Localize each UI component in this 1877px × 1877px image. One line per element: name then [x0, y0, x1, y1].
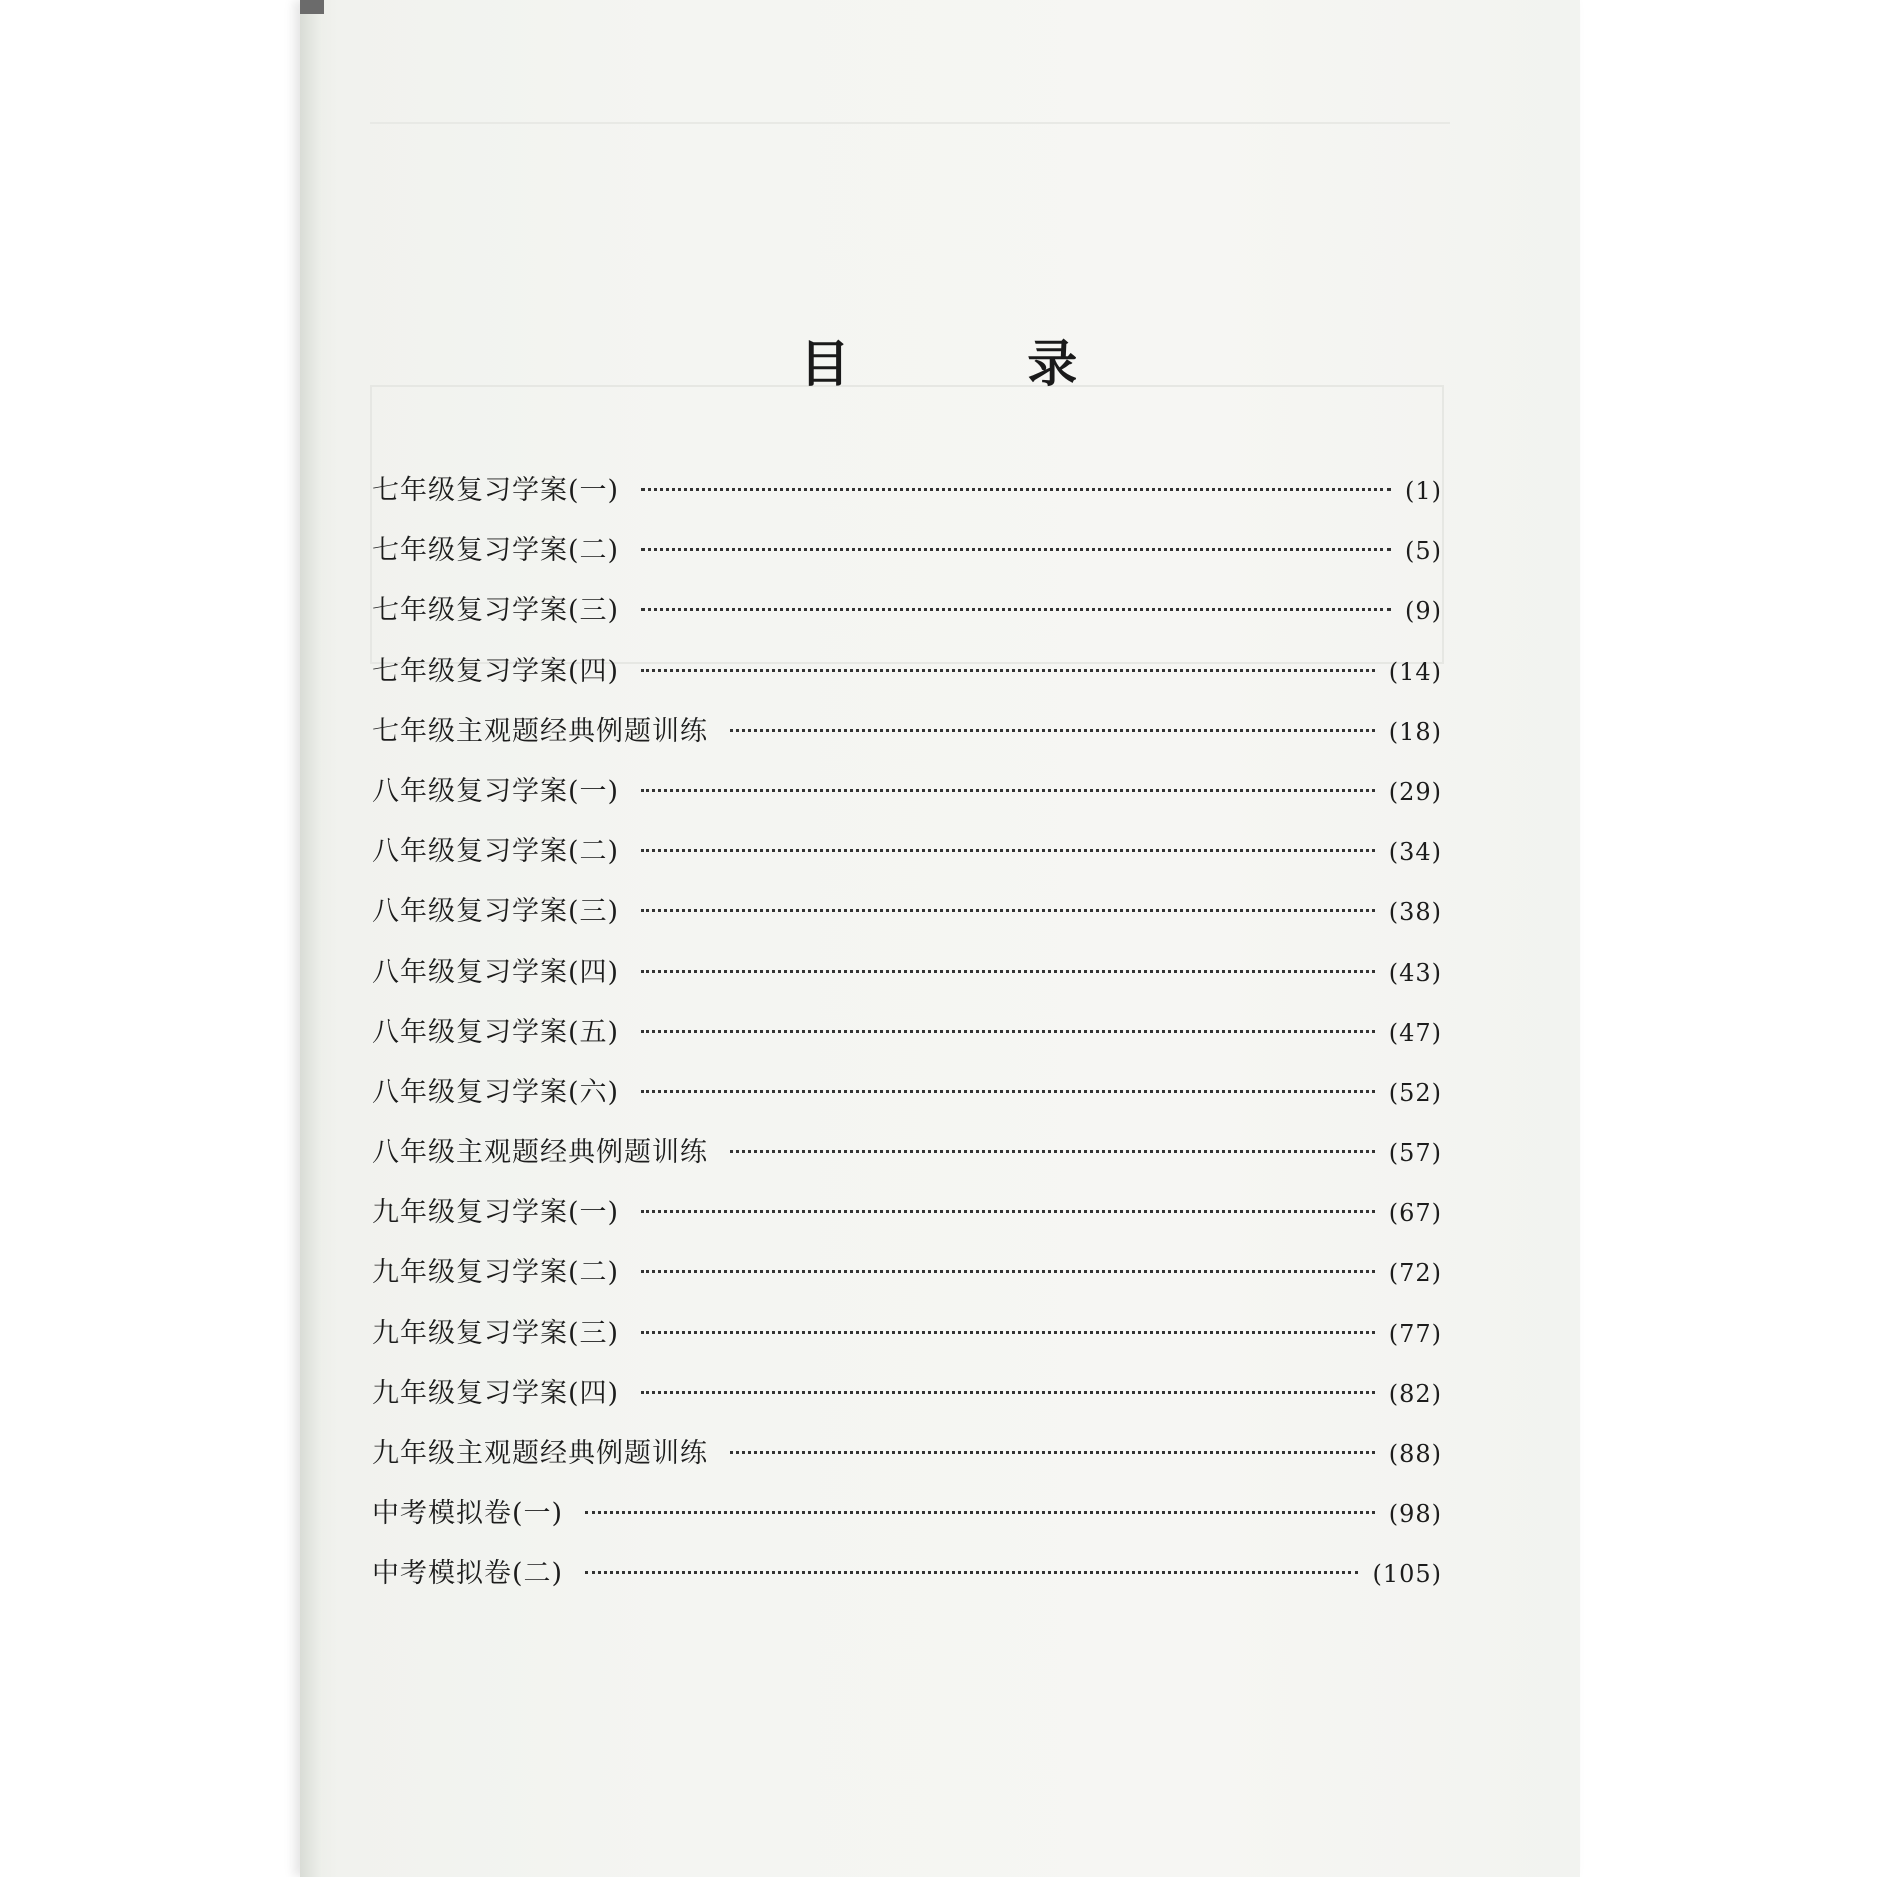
toc-entry-page: (29): [1388, 777, 1442, 806]
toc-entry-page: (47): [1388, 1018, 1442, 1047]
toc-dot-leader: [641, 909, 1375, 912]
toc-entry-label: 八年级复习学案(六): [372, 1076, 620, 1108]
toc-dot-leader: [730, 1150, 1375, 1153]
toc-dot-leader: [641, 1210, 1375, 1213]
toc-entry-page: (9): [1405, 597, 1442, 626]
toc-entry-page: (1): [1405, 477, 1442, 505]
toc-entry-page: (72): [1388, 1259, 1442, 1288]
toc-dot-leader: [641, 488, 1391, 491]
toc-entry-label: 八年级主观题经典例题训练: [372, 1137, 708, 1169]
toc-entry-page: (105): [1372, 1560, 1442, 1589]
toc-entry-label: 八年级复习学案(三): [372, 896, 620, 928]
toc-entry: [372, 588, 1442, 648]
toc-entry-page: (82): [1388, 1379, 1442, 1408]
toc-entry-label: 中考模拟卷(一): [372, 1498, 564, 1530]
toc-entry: [372, 709, 1442, 769]
toc-entry-page: (67): [1388, 1199, 1442, 1228]
toc-entry-label: 七年级复习学案(二): [372, 535, 620, 567]
toc-entry-label: 中考模拟卷(二): [372, 1558, 564, 1590]
toc-dot-leader: [641, 1270, 1375, 1273]
toc-entry-label: 七年级复习学案(一): [372, 475, 620, 506]
toc-dot-leader: [641, 548, 1391, 551]
toc-dot-leader: [730, 729, 1375, 732]
toc-entry-page: (5): [1405, 537, 1442, 566]
toc-entry-label: 九年级复习学案(三): [372, 1317, 620, 1349]
toc-entry-page: (88): [1388, 1440, 1442, 1468]
toc-entry: [372, 649, 1442, 709]
toc-entry-label: 八年级复习学案(二): [372, 836, 620, 868]
toc-entry-label: 九年级复习学案(一): [372, 1197, 620, 1229]
toc-entry-page: (34): [1388, 838, 1442, 867]
toc-entry-page: (52): [1388, 1078, 1442, 1107]
toc-entry-page: (38): [1388, 898, 1442, 927]
toc-entry: [372, 889, 1442, 949]
toc-entry: [372, 1190, 1442, 1250]
toc-dot-leader: [641, 849, 1375, 852]
toc-entry: [372, 1010, 1442, 1070]
toc-dot-leader: [641, 1331, 1375, 1334]
toc-entry-label: 九年级主观题经典例题训练: [372, 1438, 708, 1469]
toc-dot-leader: [730, 1451, 1375, 1454]
toc-entry-label: 九年级复习学案(二): [372, 1257, 620, 1289]
page-gutter: [300, 0, 322, 1877]
toc-entry-page: (57): [1388, 1139, 1442, 1168]
toc-dot-leader: [641, 1030, 1375, 1033]
toc-dot-leader: [641, 1391, 1375, 1394]
toc-dot-leader: [641, 789, 1375, 792]
toc-entry-page: (14): [1388, 657, 1442, 686]
toc-entry: [372, 1311, 1442, 1371]
toc-dot-leader: [641, 608, 1391, 611]
toc-list: [372, 468, 1442, 1612]
toc-heading: 目 录: [799, 333, 1158, 393]
toc-entry-label: 七年级主观题经典例题训练: [372, 715, 708, 747]
toc-entry-page: (18): [1388, 717, 1442, 746]
toc-entry: [372, 1250, 1442, 1310]
toc-entry-label: 八年级复习学案(一): [372, 775, 620, 807]
toc-dot-leader: [641, 669, 1375, 672]
toc-entry-page: (98): [1388, 1500, 1442, 1529]
toc-dot-leader: [641, 970, 1375, 973]
toc-entry: [372, 1371, 1442, 1431]
toc-entry-page: (43): [1388, 958, 1442, 987]
toc-entry: [372, 1551, 1442, 1611]
toc-entry: [372, 528, 1442, 588]
toc-entry: [372, 1491, 1442, 1551]
toc-entry-page: (77): [1388, 1319, 1442, 1348]
page-corner-shadow: [300, 0, 324, 14]
bleed-through-rule: [370, 122, 1450, 124]
toc-entry-label: 八年级复习学案(五): [372, 1016, 620, 1048]
toc-entry-label: 八年级复习学案(四): [372, 956, 620, 988]
toc-entry: [372, 468, 1442, 528]
toc-dot-leader: [585, 1571, 1358, 1574]
toc-entry: [372, 769, 1442, 829]
toc-entry: [372, 1431, 1442, 1491]
toc-entry-label: 九年级复习学案(四): [372, 1377, 620, 1409]
toc-dot-leader: [585, 1511, 1375, 1514]
toc-entry-label: 七年级复习学案(四): [372, 655, 620, 687]
toc-entry: [372, 1130, 1442, 1190]
toc-entry: [372, 829, 1442, 889]
toc-dot-leader: [641, 1090, 1375, 1093]
toc-entry: [372, 1070, 1442, 1130]
toc-entry: [372, 950, 1442, 1010]
toc-entry-label: 七年级复习学案(三): [372, 595, 620, 627]
